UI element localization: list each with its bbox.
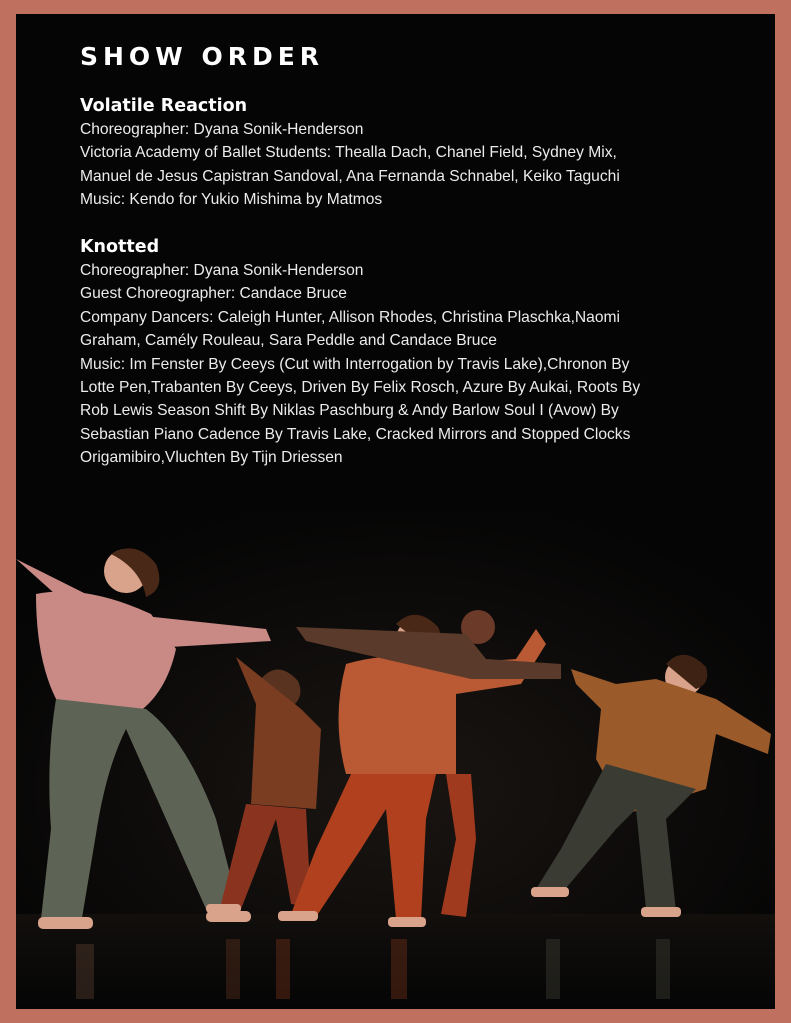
show-item-knotted: [80, 237, 745, 470]
credit-line: Choreographer: Dyana Sonik-Henderson: [80, 121, 364, 138]
credit-line: Graham, Camély Rouleau, Sara Peddle and Candace Bruce: [80, 332, 497, 350]
credit-line: Sebastian Piano Cadence By Travis Lake, Cracked Mirrors and Stopped Clocks: [80, 425, 631, 443]
credit-line: Victoria Academy of Ballet Students: Thealla Dach, Chanel Field, Sydney Mix,: [80, 144, 617, 162]
credit-line: Guest Choreographer: Candace Bruce: [80, 285, 347, 303]
credit-line: Music: Im Fenster By Ceeys (Cut with Interrogation by Travis Lake),Chronon By: [80, 355, 630, 373]
credit-line: Music: Kendo for Yukio Mishima by Matmos: [80, 191, 383, 209]
credit-line: Origamibiro,Vluchten By Tijn Driessen: [80, 449, 343, 467]
page-heading: SHOW ORDER: [80, 42, 325, 71]
credit-line: Lotte Pen,Trabanten By Ceeys, Driven By Felix Rosch, Azure By Aukai, Roots By: [80, 379, 641, 397]
credit-line: Rob Lewis Season Shift By Niklas Paschburg & Andy Barlow Soul I (Avow) By: [80, 402, 619, 420]
dancers-illustration: [16, 519, 775, 1009]
show-title: Knotted: [80, 237, 160, 257]
program-page: [16, 14, 775, 1009]
credit-line: Manuel de Jesus Capistran Sandoval, Ana Fernanda Schnabel, Keiko Taguchi: [80, 167, 620, 185]
dancers-photo: [16, 519, 775, 1009]
show-item-volatile-reaction: [80, 96, 745, 212]
credit-line: Choreographer: Dyana Sonik-Henderson: [80, 262, 364, 279]
credit-line: Company Dancers: Caleigh Hunter, Allison Rhodes, Christina Plaschka,Naomi: [80, 308, 620, 326]
show-title: Volatile Reaction: [80, 96, 248, 116]
